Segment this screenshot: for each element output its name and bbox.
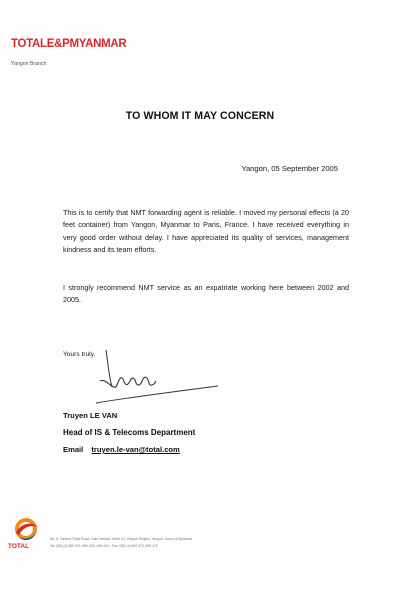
- letter-title: TO WHOM IT MAY CONCERN: [125, 110, 275, 122]
- email-row: [63, 445, 180, 454]
- signer-name: Truyen LE VAN: [63, 411, 118, 420]
- signer-title: Head of IS & Telecoms Department: [63, 428, 196, 437]
- footer-line-2: Tel: (95) (1) 650 471, 650 424, 650 444 - Fax: (95) (1) 650 473, 650 470: [50, 544, 158, 548]
- letter-paragraph-1: This is to certify that NMT forwarding agent is reliable. I moved my personal effects (a 20 feet container) from Yangon, Myanmar to Paris, France. I have received everything in very good order without delay. I have appreciated its quality of services, management kindness and its team efforts.: [63, 208, 349, 255]
- email-label: Email: [63, 445, 84, 454]
- footer-address: [50, 536, 350, 550]
- company-letterhead: TOTALE&PMYANMAR: [11, 38, 127, 50]
- handwritten-signature: [92, 345, 222, 415]
- letter-date: Yangon, 05 September 2005: [241, 164, 338, 173]
- email-link[interactable]: truyen.le-van@total.com: [91, 445, 180, 454]
- logo-wordmark: TOTAL: [8, 543, 30, 550]
- footer-line-1: No. 9, Tanbed Tinyé Road, Lake Yankini, Ward 10, Yangon Region, Yangon, Union of Myanmar: [50, 537, 193, 541]
- letter-paragraph-2: I strongly recommend NMT service as an expatriate working here between 2002 and 2005.: [63, 283, 349, 305]
- letter-closing: Yours truly,: [63, 351, 96, 358]
- branch-name: Yangon Branch: [11, 61, 47, 67]
